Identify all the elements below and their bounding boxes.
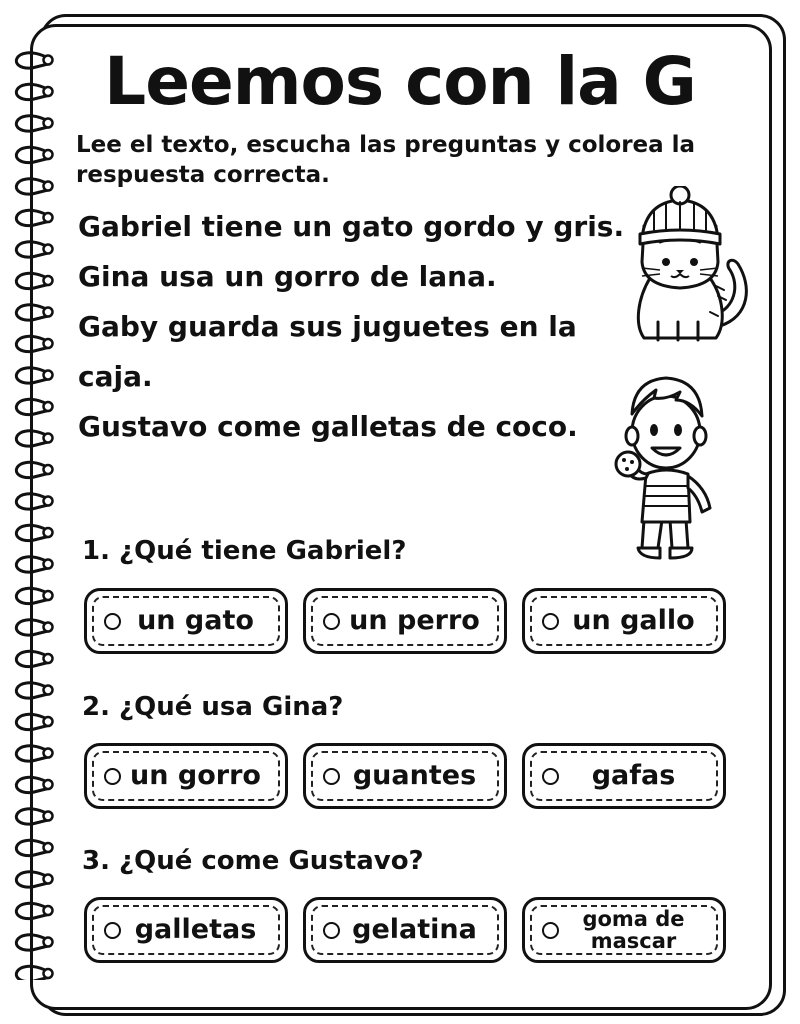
question-2: 2. ¿Qué usa Gina? <box>82 692 344 722</box>
option-label: galletas <box>134 914 257 945</box>
question-3: 3. ¿Qué come Gustavo? <box>82 846 424 876</box>
option-label: goma de mascar <box>582 907 685 953</box>
option-label: gelatina <box>352 914 477 945</box>
reading-line-4: caja. <box>78 360 153 393</box>
option-label: gafas <box>591 760 676 791</box>
radio-circle-icon <box>323 613 340 630</box>
question-1: 1. ¿Qué tiene Gabriel? <box>82 536 407 566</box>
option-un-gato[interactable] <box>84 588 288 654</box>
reading-line-1: Gabriel tiene un gato gordo y gris. <box>78 210 625 243</box>
radio-circle-icon <box>542 922 559 939</box>
radio-circle-icon <box>104 768 121 785</box>
option-goma-de-mascar[interactable] <box>522 897 726 963</box>
cat-with-hat-icon <box>620 186 750 346</box>
reading-line-3: Gaby guarda sus juguetes en la <box>78 310 577 343</box>
radio-circle-icon <box>323 922 340 939</box>
reading-line-2: Gina usa un gorro de lana. <box>78 260 497 293</box>
option-un-perro[interactable] <box>303 588 507 654</box>
option-label: un perro <box>349 605 480 636</box>
reading-line-5: Gustavo come galletas de coco. <box>78 410 578 443</box>
spiral-binding-icon <box>4 40 62 980</box>
boy-with-cookie-icon <box>610 370 720 566</box>
option-label: un gallo <box>572 605 695 636</box>
page-title: Leemos con la G <box>104 43 696 120</box>
option-gafas[interactable] <box>522 743 726 809</box>
option-gelatina[interactable] <box>303 897 507 963</box>
option-label: un gorro <box>130 760 261 791</box>
radio-circle-icon <box>104 922 121 939</box>
option-un-gorro[interactable] <box>84 743 288 809</box>
option-label: un gato <box>137 605 254 636</box>
radio-circle-icon <box>542 768 559 785</box>
instructions-text: Lee el texto, escucha las preguntas y colorea la respuesta correcta. <box>76 132 696 188</box>
option-guantes[interactable] <box>303 743 507 809</box>
option-galletas[interactable] <box>84 897 288 963</box>
option-un-gallo[interactable] <box>522 588 726 654</box>
radio-circle-icon <box>542 613 559 630</box>
radio-circle-icon <box>323 768 340 785</box>
option-label: guantes <box>352 760 477 791</box>
radio-circle-icon <box>104 613 121 630</box>
